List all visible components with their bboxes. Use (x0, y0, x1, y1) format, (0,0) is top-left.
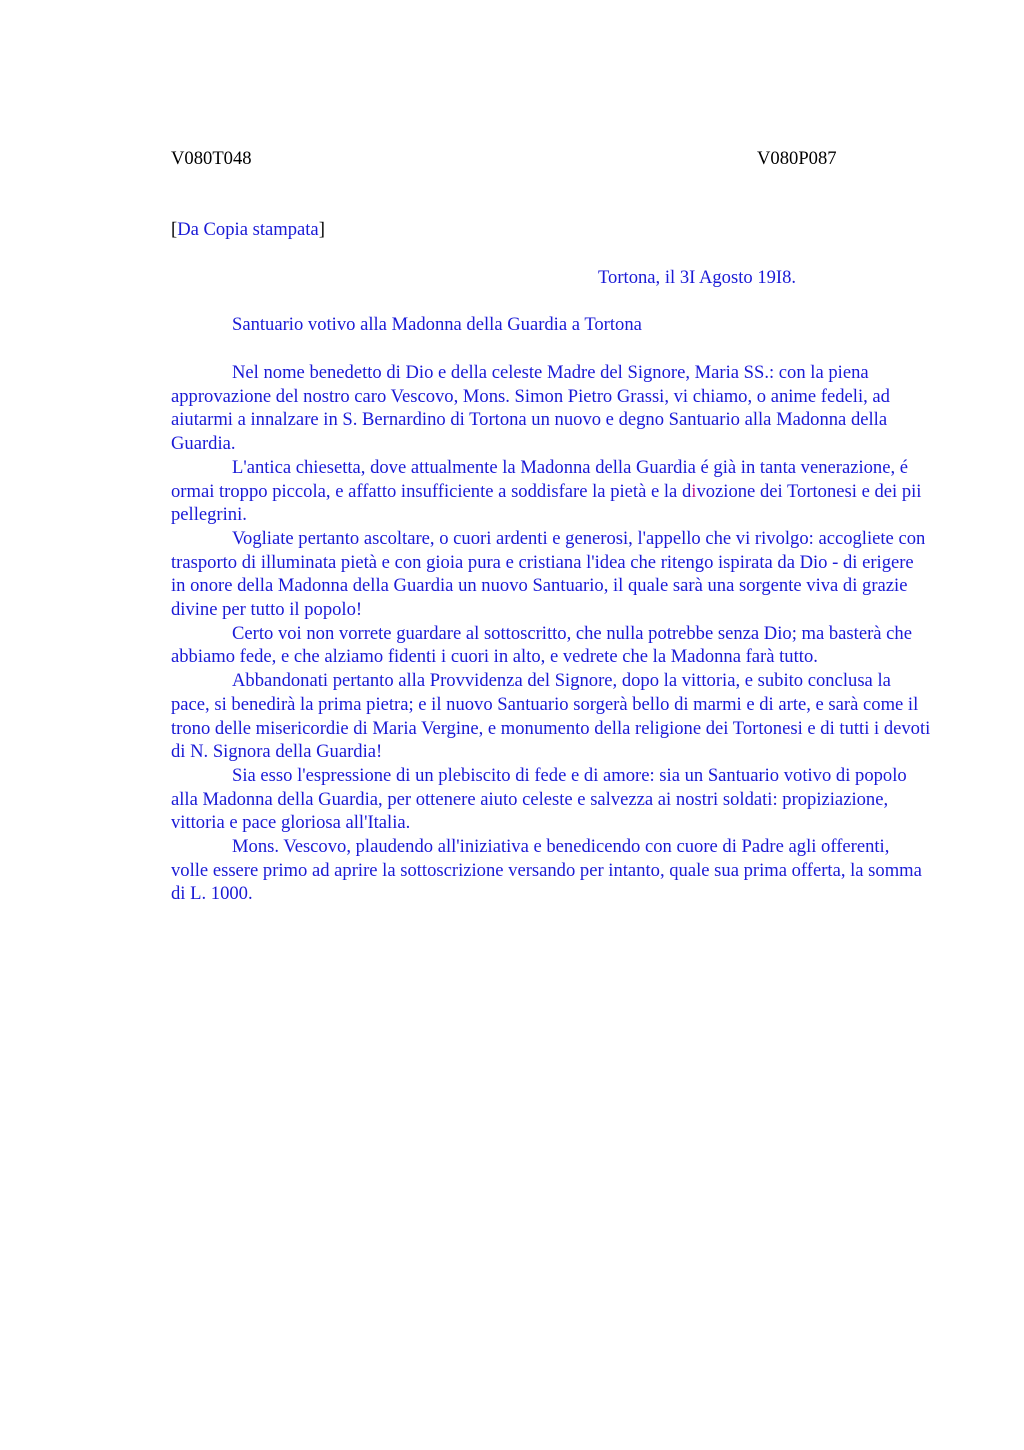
source-open-bracket: [ (171, 219, 178, 240)
paragraph-2-part-2: vozione dei Tortonesi e dei pii pellegrini. (171, 480, 922, 526)
paragraph-2-highlight: i (691, 480, 697, 502)
paragraph-2-part-1: L'antica chiesetta, dove attualmente la Madonna della Guardia é già in tanta venerazione, é ormai troppo piccola, e affatto insufficiente a soddisfare la pietà e la d (171, 456, 909, 502)
paragraph-3: Vogliate pertanto ascoltare, o cuori ardenti e generosi, l'appello che vi rivolgo: accogliete con trasporto di illuminata pietà e con gioia pura e cristiana l'idea che ritengo ispirata da Dio - di erigere in onore della Madonna della Guardia un nuovo Santuario, il quale sarà una sorgente viva di grazie divine per tutto il popolo! (171, 527, 926, 621)
letter-body (171, 361, 931, 906)
source-label: Da Copia stampata (177, 219, 319, 240)
paragraph-4: Certo voi non vorrete guardare al sottoscritto, che nulla potrebbe senza Dio; ma basterà che abbiamo fede, e che alziamo fidenti i cuori in alto, e vedrete che la Madonna farà tutto. (171, 622, 912, 668)
paragraph-5: Abbandonati pertanto alla Provvidenza del Signore, dopo la vittoria, e subito conclusa la pace, si benedirà la prima pietra; e il nuovo Santuario sorgerà bello di marmi e di arte, e sarà come il trono delle misericordie di Maria Vergine, e monumento della religione dei Tortonesi e di tutti i devoti di N. Signora della Guardia! (171, 670, 931, 763)
reference-code-right: V080P087 (757, 148, 837, 169)
paragraph-1: Nel nome benedetto di Dio e della celeste Madre del Signore, Maria SS.: con la piena approvazione del nostro caro Vescovo, Mons. Simon Pietro Grassi, vi chiamo, o anime fedeli, ad aiutarmi a innalzare in S. Bernardino di Tortona un nuovo e degno Santuario alla Madonna della Guardia. (171, 362, 890, 455)
reference-code-left: V080T048 (171, 148, 252, 169)
paragraph-6: Sia esso l'espressione di un plebiscito di fede e di amore: sia un Santuario votivo di popolo alla Madonna della Guardia, per ottenere aiuto celeste e salvezza ai nostri soldati: propiziazione, vittoria e pace gloriosa all'Italia. (171, 764, 907, 834)
source-close-bracket: ] (318, 219, 325, 240)
source-note (171, 218, 325, 242)
letter-title: Santuario votivo alla Madonna della Guardia a Tortona (232, 314, 642, 335)
letter-date: Tortona, il 3I Agosto 19I8. (598, 267, 797, 288)
paragraph-7: Mons. Vescovo, plaudendo all'iniziativa e benedicendo con cuore di Padre agli offerenti, volle essere primo ad aprire la sottoscrizione versando per intanto, quale sua prima offerta, la somma di L. 1000. (171, 836, 922, 905)
paragraph-2 (171, 456, 931, 527)
